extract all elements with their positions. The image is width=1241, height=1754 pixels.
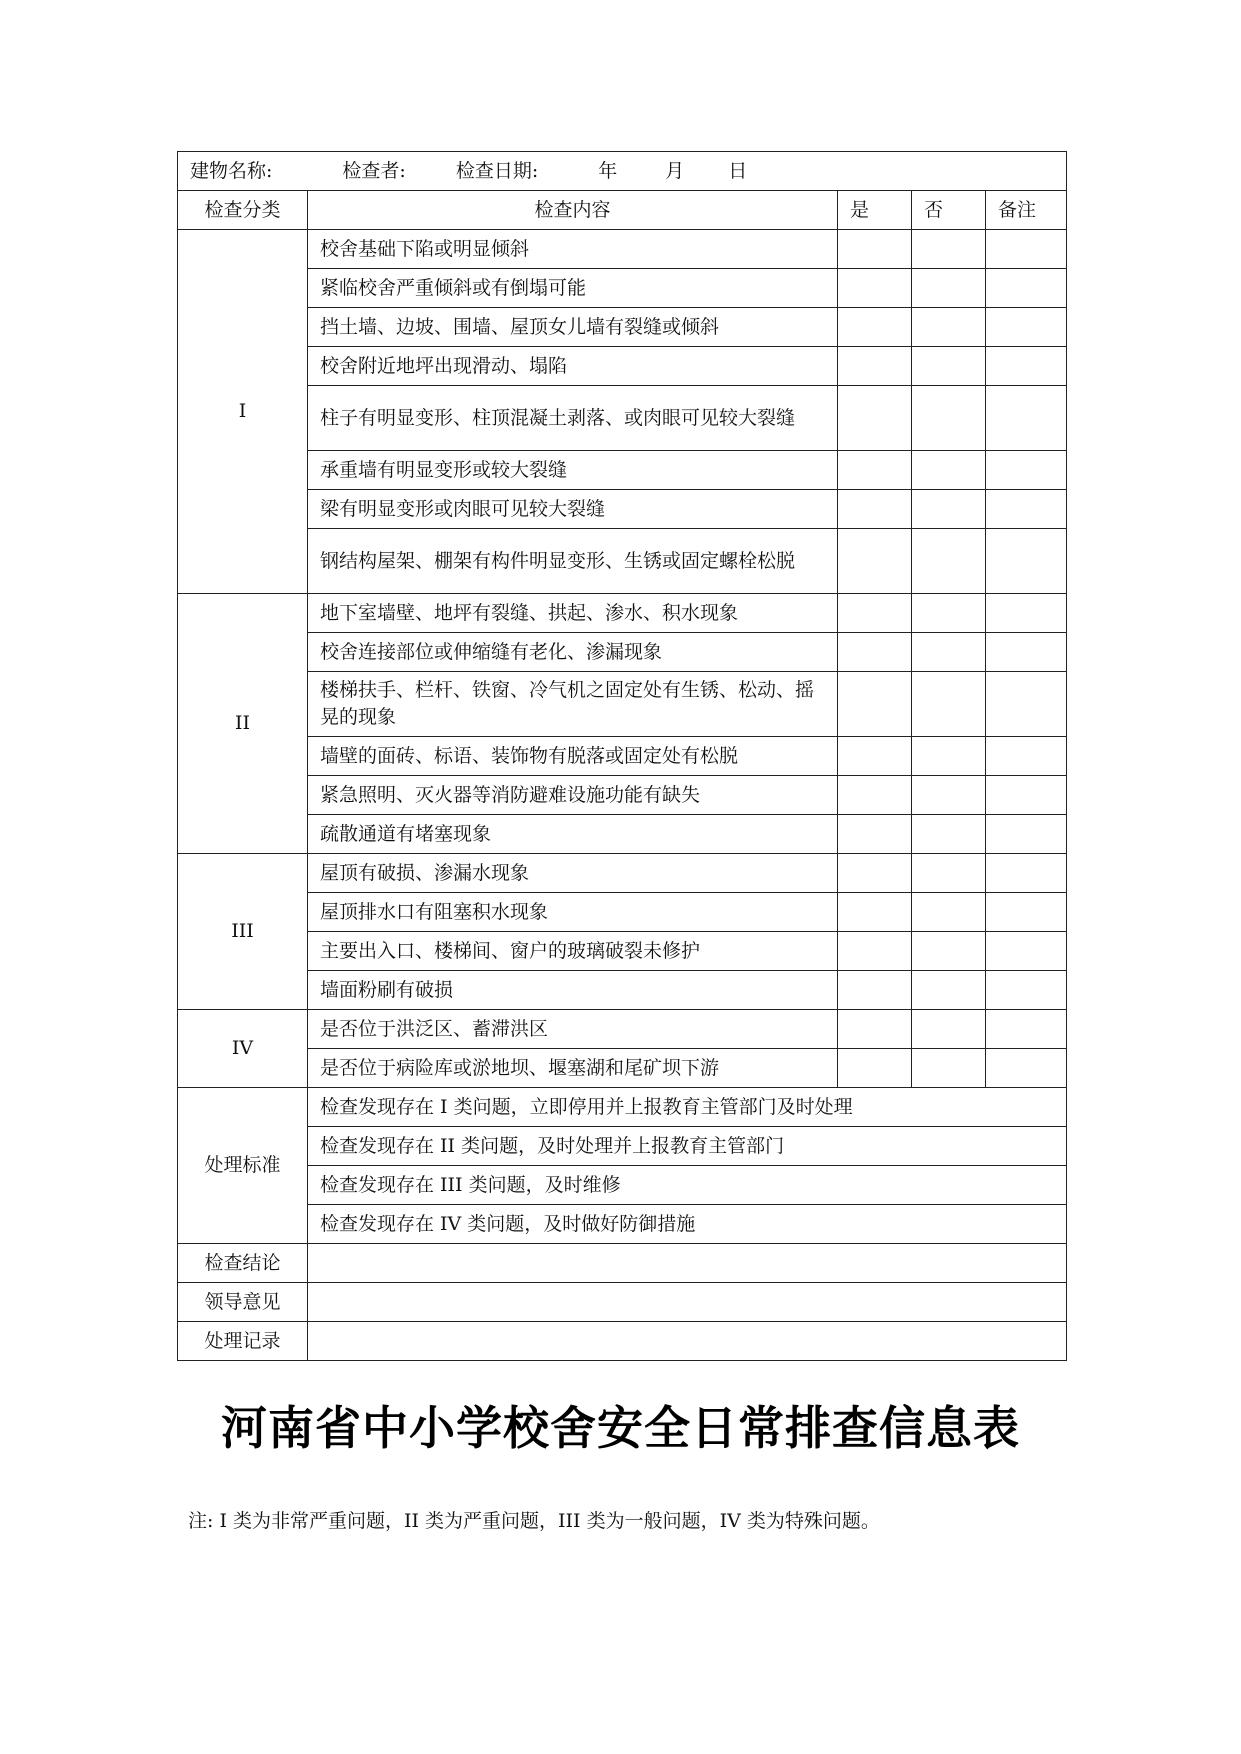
yes-cell[interactable]	[838, 490, 912, 529]
check-item: 屋顶有破损、渗漏水现象	[308, 854, 838, 893]
col-content: 检查内容	[308, 191, 838, 230]
check-item: 墙面粉刷有破损	[308, 971, 838, 1010]
checklist-row	[178, 776, 1067, 815]
standard-item: 检查发现存在 III 类问题，及时维修	[308, 1166, 1067, 1205]
no-cell[interactable]	[912, 815, 986, 854]
standard-item: 检查发现存在 IV 类问题，及时做好防御措施	[308, 1205, 1067, 1244]
no-cell[interactable]	[912, 594, 986, 633]
check-item: 挡土墙、边坡、围墙、屋顶女儿墙有裂缝或倾斜	[308, 308, 838, 347]
category-label: IV	[178, 1010, 308, 1088]
remark-cell[interactable]	[986, 932, 1067, 971]
checklist-row	[178, 893, 1067, 932]
yes-cell[interactable]	[838, 893, 912, 932]
checklist-row	[178, 347, 1067, 386]
remark-cell[interactable]	[986, 971, 1067, 1010]
checklist-row	[178, 308, 1067, 347]
no-cell[interactable]	[912, 776, 986, 815]
yes-cell[interactable]	[838, 529, 912, 594]
yes-cell[interactable]	[838, 737, 912, 776]
remark-cell[interactable]	[986, 230, 1067, 269]
no-cell[interactable]	[912, 230, 986, 269]
checklist-row	[178, 971, 1067, 1010]
category-label: II	[178, 594, 308, 854]
standard-row	[178, 1166, 1067, 1205]
check-item: 校舍附近地坪出现滑动、塌陷	[308, 347, 838, 386]
remark-cell[interactable]	[986, 893, 1067, 932]
inspector-label: 检查者:	[342, 159, 406, 182]
check-item: 疏散通道有堵塞现象	[308, 815, 838, 854]
yes-cell[interactable]	[838, 1049, 912, 1088]
check-item: 地下室墙壁、地坪有裂缝、拱起、渗水、积水现象	[308, 594, 838, 633]
remark-cell[interactable]	[986, 1049, 1067, 1088]
no-cell[interactable]	[912, 1010, 986, 1049]
category-label: I	[178, 230, 308, 594]
no-cell[interactable]	[912, 490, 986, 529]
remark-cell[interactable]	[986, 1010, 1067, 1049]
check-item: 紧急照明、灭火器等消防避难设施功能有缺失	[308, 776, 838, 815]
col-yes: 是	[838, 191, 912, 230]
footer-row	[178, 1244, 1067, 1283]
footnote: 注: I 类为非常严重问题，II 类为严重问题，III 类为一般问题，IV 类为特殊问题。	[188, 1510, 880, 1532]
standard-item: 检查发现存在 I 类问题，立即停用并上报教育主管部门及时处理	[308, 1088, 1067, 1127]
yes-cell[interactable]	[838, 451, 912, 490]
check-item: 柱子有明显变形、柱顶混凝土剥落、或肉眼可见较大裂缝	[308, 386, 838, 451]
standard-row	[178, 1088, 1067, 1127]
check-item: 屋顶排水口有阻塞积水现象	[308, 893, 838, 932]
footer-value-cell[interactable]	[308, 1244, 1067, 1283]
remark-cell[interactable]	[986, 490, 1067, 529]
footer-label: 检查结论	[178, 1244, 308, 1283]
checklist-row	[178, 529, 1067, 594]
check-item: 墙壁的面砖、标语、装饰物有脱落或固定处有松脱	[308, 737, 838, 776]
footer-label: 领导意见	[178, 1283, 308, 1322]
day-label: 日	[728, 159, 748, 182]
col-category: 检查分类	[178, 191, 308, 230]
yes-cell[interactable]	[838, 386, 912, 451]
footer-row	[178, 1322, 1067, 1361]
remark-cell[interactable]	[986, 451, 1067, 490]
no-cell[interactable]	[912, 854, 986, 893]
yes-cell[interactable]	[838, 347, 912, 386]
remark-cell[interactable]	[986, 672, 1067, 737]
remark-cell[interactable]	[986, 776, 1067, 815]
checklist-row	[178, 230, 1067, 269]
no-cell[interactable]	[912, 633, 986, 672]
standard-row	[178, 1205, 1067, 1244]
page-title: 河南省中小学校舍安全日常排查信息表	[221, 1401, 1020, 1455]
check-item: 梁有明显变形或肉眼可见较大裂缝	[308, 490, 838, 529]
checklist-row	[178, 451, 1067, 490]
check-item: 校舍连接部位或伸缩缝有老化、渗漏现象	[308, 633, 838, 672]
footer-row	[178, 1283, 1067, 1322]
remark-cell[interactable]	[986, 347, 1067, 386]
no-cell[interactable]	[912, 932, 986, 971]
remark-cell[interactable]	[986, 633, 1067, 672]
checklist-row	[178, 386, 1067, 451]
building-name-label: 建物名称:	[190, 159, 273, 182]
inspection-form-table	[177, 151, 1067, 1361]
remark-cell[interactable]	[986, 737, 1067, 776]
no-cell[interactable]	[912, 451, 986, 490]
yes-cell[interactable]	[838, 854, 912, 893]
checklist-row	[178, 815, 1067, 854]
no-cell[interactable]	[912, 737, 986, 776]
date-label: 检查日期:	[455, 159, 539, 182]
yes-cell[interactable]	[838, 308, 912, 347]
footer-value-cell[interactable]	[308, 1322, 1067, 1361]
header-cell	[178, 152, 1067, 191]
standard-item: 检查发现存在 II 类问题，及时处理并上报教育主管部门	[308, 1127, 1067, 1166]
yes-cell[interactable]	[838, 932, 912, 971]
footer-label: 处理记录	[178, 1322, 308, 1361]
no-cell[interactable]	[912, 308, 986, 347]
yes-cell[interactable]	[838, 269, 912, 308]
no-cell[interactable]	[912, 386, 986, 451]
month-label: 月	[665, 159, 685, 182]
yes-cell[interactable]	[838, 1010, 912, 1049]
no-cell[interactable]	[912, 529, 986, 594]
remark-cell[interactable]	[986, 529, 1067, 594]
checklist-row	[178, 672, 1067, 737]
no-cell[interactable]	[912, 347, 986, 386]
remark-cell[interactable]	[986, 815, 1067, 854]
check-item: 主要出入口、楼梯间、窗户的玻璃破裂未修护	[308, 932, 838, 971]
check-item: 钢结构屋架、棚架有构件明显变形、生锈或固定螺栓松脱	[308, 529, 838, 594]
checklist-row	[178, 1010, 1067, 1049]
checklist-row	[178, 854, 1067, 893]
yes-cell[interactable]	[838, 776, 912, 815]
check-item: 紧临校舍严重倾斜或有倒塌可能	[308, 269, 838, 308]
category-label: III	[178, 854, 308, 1010]
checklist-row	[178, 932, 1067, 971]
year-label: 年	[598, 159, 618, 182]
no-cell[interactable]	[912, 1049, 986, 1088]
yes-cell[interactable]	[838, 633, 912, 672]
check-item: 是否位于病险库或淤地坝、堰塞湖和尾矿坝下游	[308, 1049, 838, 1088]
yes-cell[interactable]	[838, 230, 912, 269]
yes-cell[interactable]	[838, 594, 912, 633]
standard-row	[178, 1127, 1067, 1166]
remark-cell[interactable]	[986, 308, 1067, 347]
yes-cell[interactable]	[838, 672, 912, 737]
check-item: 是否位于洪泛区、蓄滞洪区	[308, 1010, 838, 1049]
remark-cell[interactable]	[986, 594, 1067, 633]
check-item: 承重墙有明显变形或较大裂缝	[308, 451, 838, 490]
col-no: 否	[912, 191, 986, 230]
checklist-row	[178, 490, 1067, 529]
check-item: 楼梯扶手、栏杆、铁窗、冷气机之固定处有生锈、松动、摇晃的现象	[308, 672, 838, 737]
standards-label: 处理标准	[178, 1088, 308, 1244]
header-row	[178, 152, 1067, 191]
no-cell[interactable]	[912, 971, 986, 1010]
no-cell[interactable]	[912, 672, 986, 737]
footer-value-cell[interactable]	[308, 1283, 1067, 1322]
checklist-row	[178, 737, 1067, 776]
checklist-row	[178, 1049, 1067, 1088]
checklist-row	[178, 633, 1067, 672]
col-remark: 备注	[986, 191, 1067, 230]
no-cell[interactable]	[912, 893, 986, 932]
no-cell[interactable]	[912, 269, 986, 308]
remark-cell[interactable]	[986, 854, 1067, 893]
checklist-row	[178, 269, 1067, 308]
yes-cell[interactable]	[838, 815, 912, 854]
remark-cell[interactable]	[986, 269, 1067, 308]
column-header-row	[178, 191, 1067, 230]
check-item: 校舍基础下陷或明显倾斜	[308, 230, 838, 269]
remark-cell[interactable]	[986, 386, 1067, 451]
checklist-row	[178, 594, 1067, 633]
yes-cell[interactable]	[838, 971, 912, 1010]
